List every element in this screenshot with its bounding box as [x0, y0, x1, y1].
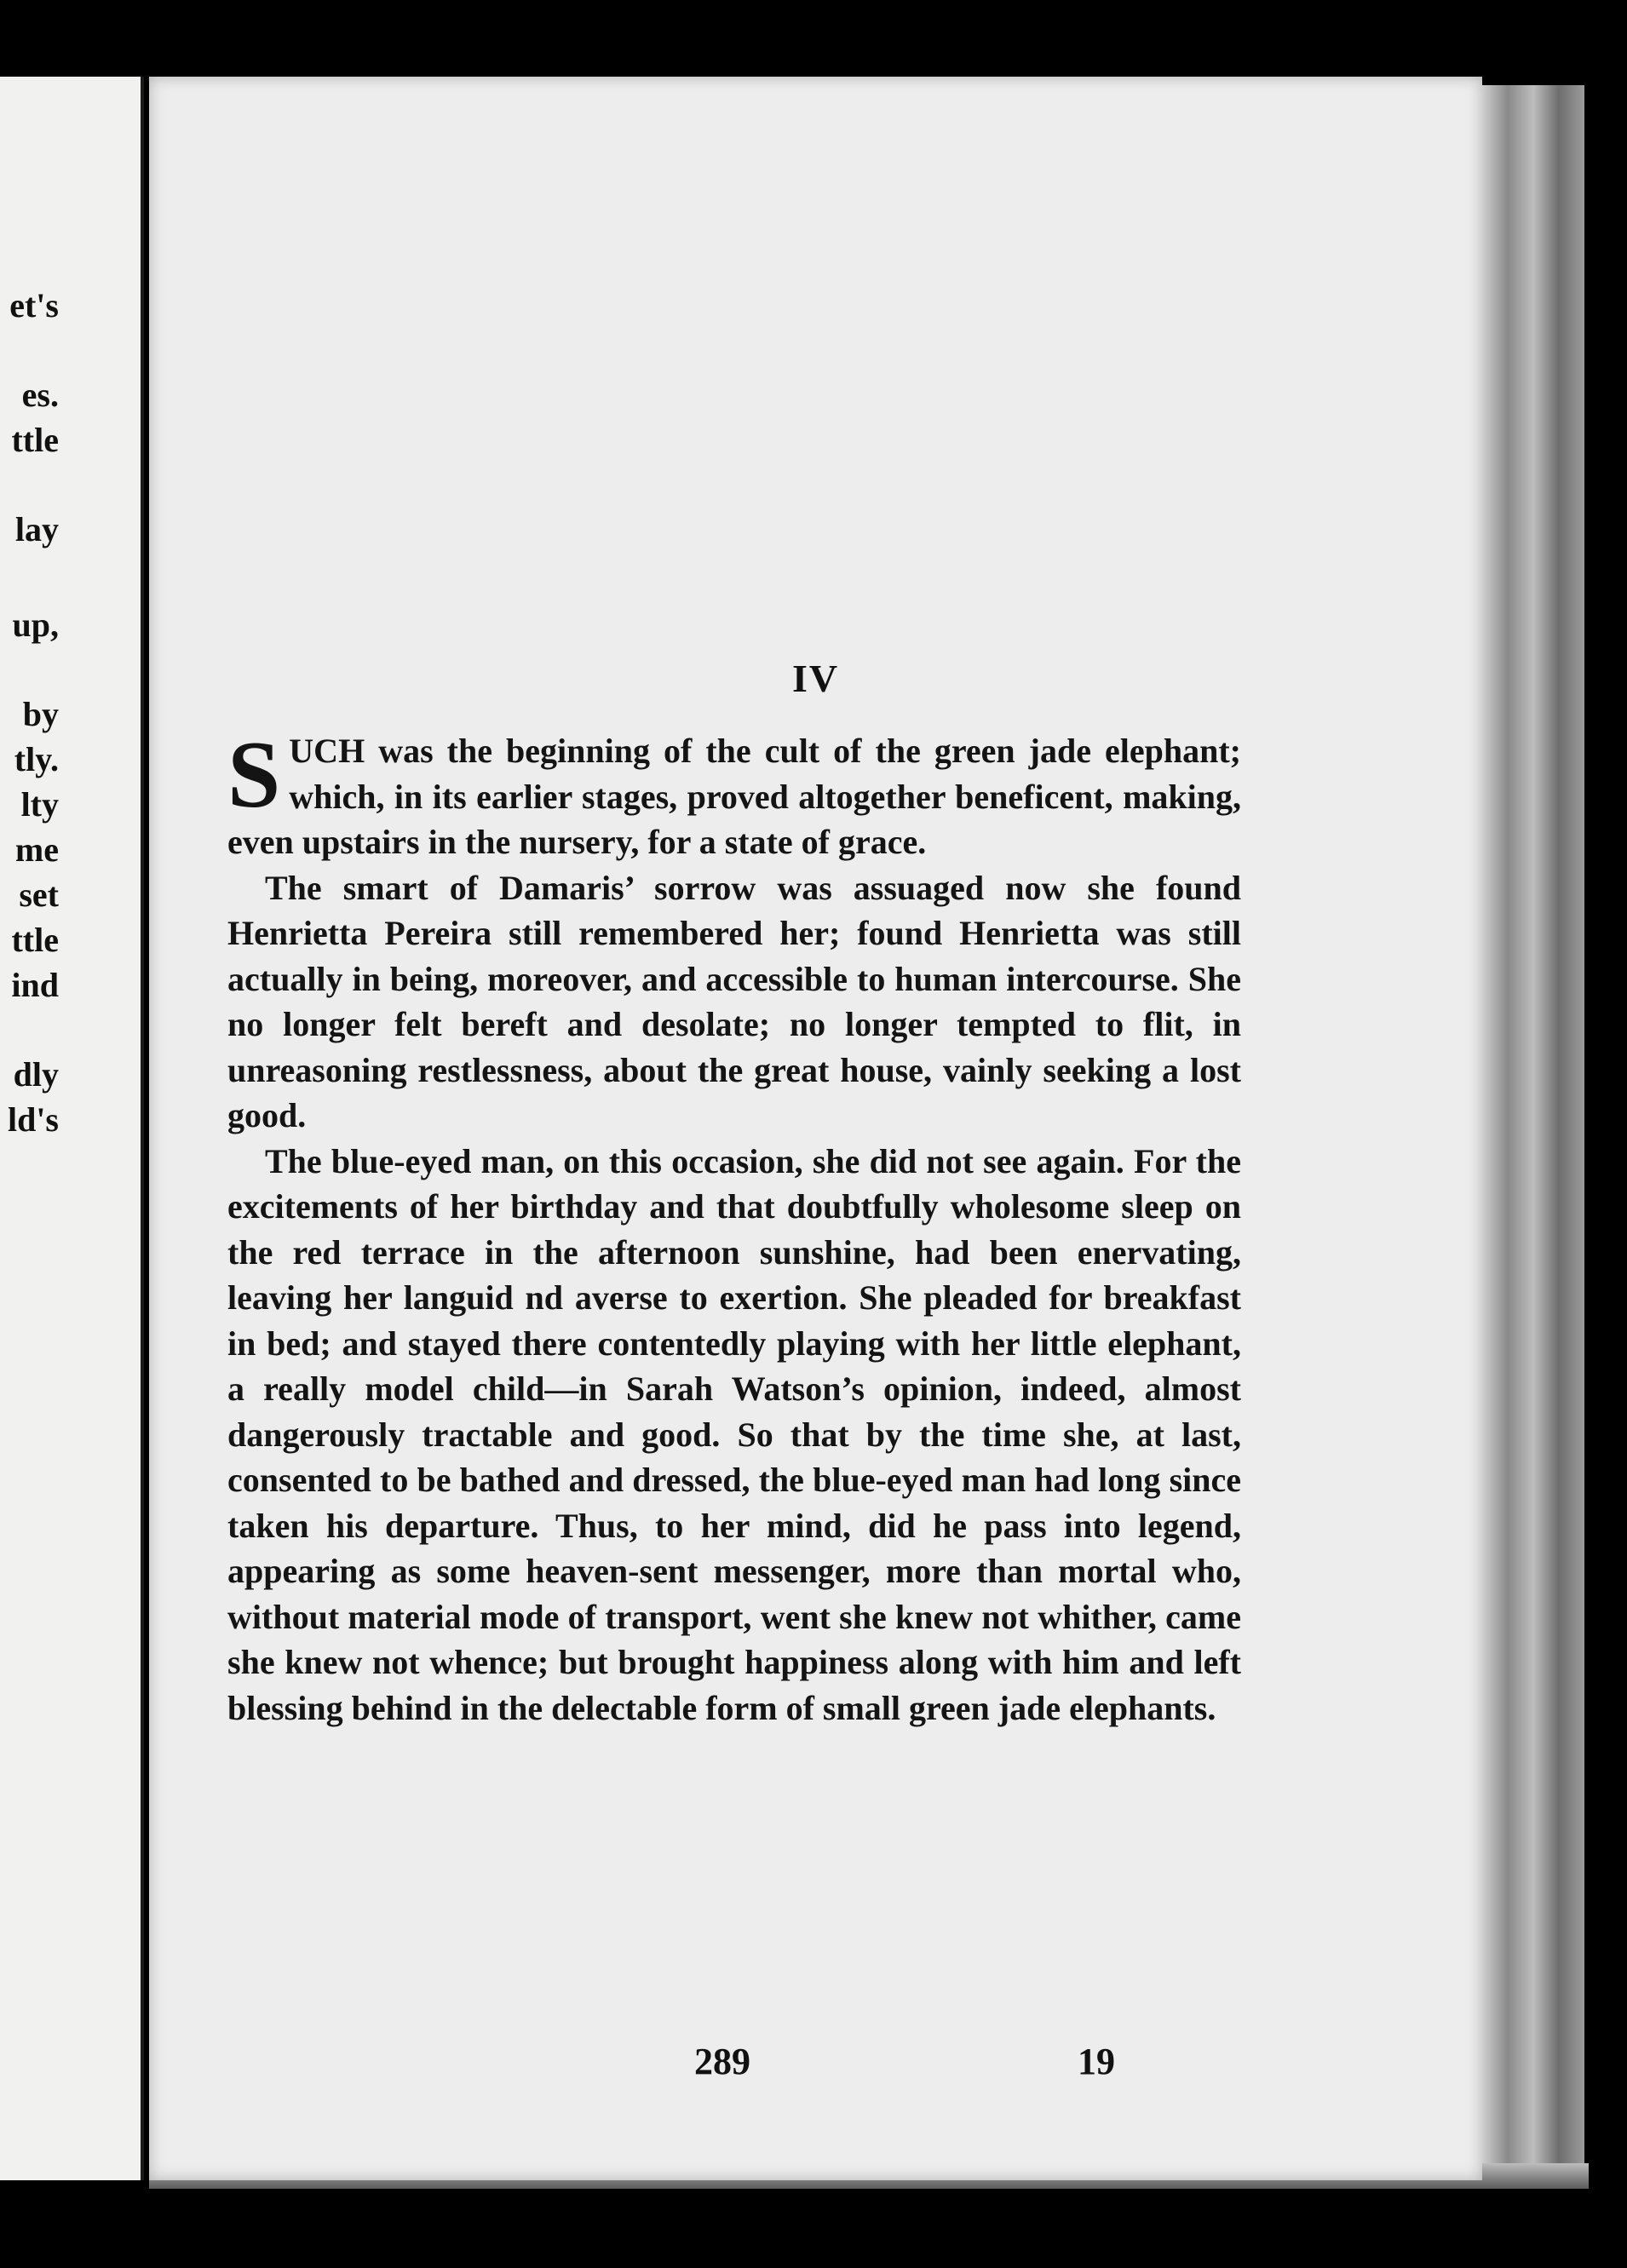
chapter-heading: IV — [791, 657, 840, 700]
body-text — [227, 722, 1241, 1731]
book-page — [149, 77, 1482, 2180]
left-text-fragment: set — [19, 876, 59, 914]
left-text-fragment: ind — [11, 966, 59, 1004]
left-text-fragment: ttle — [11, 921, 59, 959]
page-number: 289 — [694, 2041, 750, 2082]
signature-mark: 19 — [1078, 2041, 1115, 2082]
left-text-fragment: es. — [21, 376, 59, 414]
paragraph — [227, 722, 1241, 865]
paragraph-text: UCH was the beginning of the cult of the green jade elephant; which, in its earlier stages, proved altogether beneficent, making, even upstairs in the nursery, for a state of grace. — [227, 732, 1241, 861]
drop-cap: S — [227, 722, 281, 828]
left-text-fragment: ld's — [7, 1100, 59, 1139]
page-stack-edge — [1482, 85, 1584, 2172]
left-text-fragment: tly. — [14, 740, 59, 778]
previous-page-fragment — [0, 77, 144, 2180]
left-text-fragment: ttle — [11, 421, 59, 459]
left-text-fragment: me — [14, 830, 59, 869]
left-text-fragment: up, — [12, 606, 59, 644]
left-text-fragment: lty — [20, 785, 59, 824]
paragraph: The smart of Damaris’ sorrow was assuaged now she found Henrietta Pereira still remembered her; found Henrietta was still actually in being, moreover, and accessible to human intercourse. She no longer felt bereft and desolate; no longer tempted to flit, in unreasoning restlessness, about the great house, vainly seeking a lost good. — [227, 868, 1241, 1134]
left-text-fragment: by — [22, 695, 59, 733]
left-text-fragment: et's — [9, 286, 59, 324]
left-text-fragment: dly — [13, 1055, 59, 1094]
left-text-fragment: lay — [14, 510, 59, 548]
paragraph: The blue-eyed man, on this occasion, she did not see again. For the excitements of her birthday and that doubtfully wholesome sleep on the red terrace in the afternoon sunshine, had been enervating, leaving her languid nd averse to exertion. She pleaded for breakfast in bed; and stayed there contentedly playing with her little elephant, a really model child—in Sarah Watson’s opinion, indeed, almost dangerously tractable and good. So that by the time she, at last, consented to be bathed and dressed, the blue-eyed man had long since taken his departure. Thus, to her mind, did he pass into legend, appearing as some heaven-sent messenger, more than mortal who, without material mode of transport, went she knew not whither, came she knew not whence; but brought happiness along with him and left blessing behind in the delectable form of small green jade elephants. — [227, 1141, 1241, 1727]
